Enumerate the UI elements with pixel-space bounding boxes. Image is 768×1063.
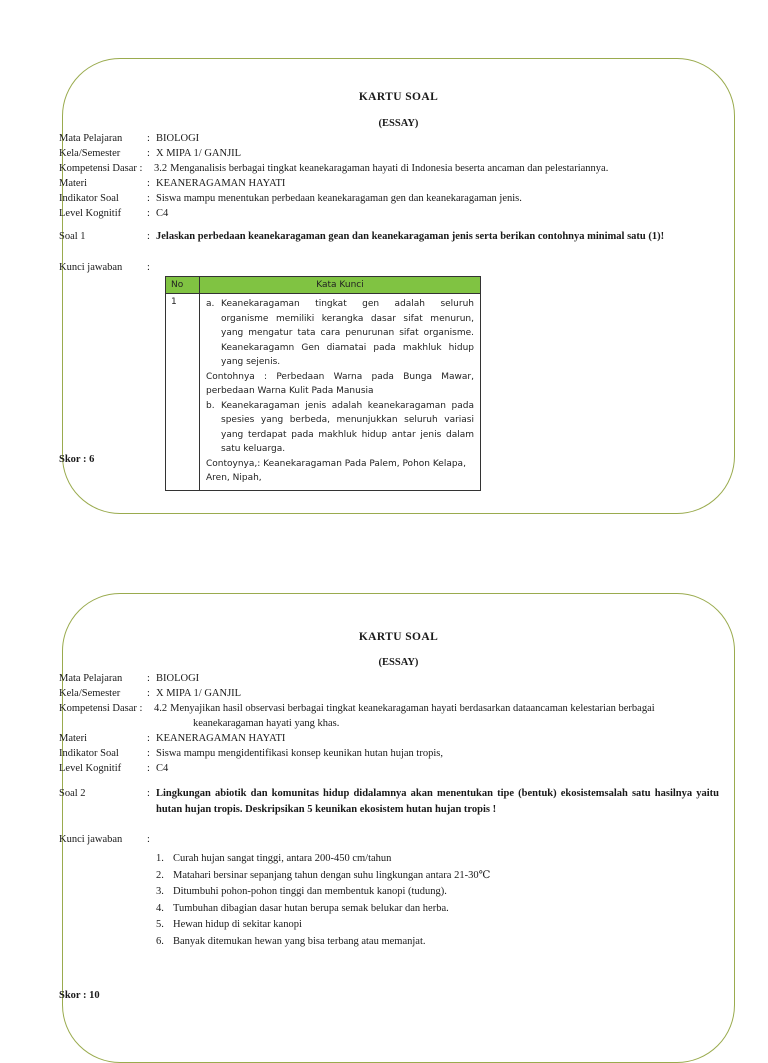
- list-item-text: Matahari bersinar sepanjang tahun dengan suhu lingkungan antara 21-30℃: [173, 869, 491, 881]
- meta-label: Mata Pelajaran: [59, 133, 123, 144]
- meta-label: Indikator Soal: [59, 748, 119, 759]
- list-item-number: 6.: [156, 935, 164, 947]
- meta-label: Materi: [59, 178, 87, 189]
- card1-title: KARTU SOAL: [358, 91, 439, 103]
- meta-value: BIOLOGI: [156, 133, 200, 144]
- meta-row-mata-pelajaran: [59, 131, 719, 146]
- meta-value: C4: [156, 208, 169, 219]
- meta-row-indikator-soal: [59, 191, 719, 206]
- list-item: [156, 884, 490, 901]
- kompetensi-dasar-label: Kompetensi Dasar :: [59, 163, 143, 174]
- meta-label: Materi: [59, 733, 87, 744]
- kartu-soal-card-1: [59, 58, 735, 514]
- kompetensi-dasar-text: Menganalisis berbagai tingkat keanekaragaman hayati di Indonesia beserta ancaman dan pelestariannya.: [170, 163, 609, 174]
- kata-kunci-table: [165, 276, 481, 491]
- table-row: [166, 294, 481, 491]
- meta-value: X MIPA 1/ GANJIL: [156, 688, 242, 699]
- meta-label: Kela/Semester: [59, 688, 121, 699]
- meta-colon: :: [147, 748, 150, 759]
- meta-row-mata-pelajaran: [59, 671, 719, 686]
- kata-kunci-text: Keanekaragaman jenis adalah keanekaragaman pada spesies yang berbeda, menunjukkan seluruh variasi yang terdapat pada makhluk hidup antar jenis dalam satu keluarga.: [221, 400, 474, 454]
- meta-colon: :: [147, 133, 150, 144]
- card1-subtitle: (ESSAY): [378, 118, 419, 129]
- list-item-text: Hewan hidup di sekitar kanopi: [173, 919, 302, 930]
- soal-text: Jelaskan perbedaan keanekaragaman gean dan keanekaragaman jenis serta berikan contohnya minimal satu (1)!: [156, 231, 665, 242]
- kata-kunci-marker: a.: [206, 299, 215, 309]
- soal-text: Lingkungan abiotik dan komunitas hidup didalamnya akan menentukan tipe (bentuk) ekosistemsalah satu hasilnya yaitu hutan hujan tropis. Deskripsikan 5 keunikan ekosistem hutan hujan tropis !: [156, 788, 719, 815]
- meta-row-materi: [59, 176, 719, 191]
- meta-value: BIOLOGI: [156, 673, 200, 684]
- table-header-row: [166, 277, 481, 294]
- meta-value: C4: [156, 763, 169, 774]
- kata-kunci-marker: b.: [206, 400, 215, 411]
- kompetensi-dasar-label: Kompetensi Dasar :: [59, 703, 143, 714]
- meta-colon: :: [147, 193, 150, 204]
- meta-row-kompetensi-dasar: [59, 701, 719, 731]
- meta-label: Indikator Soal: [59, 193, 119, 204]
- list-item-number: 4.: [156, 902, 164, 914]
- meta-row-materi: [59, 731, 719, 746]
- table-cell-kata-kunci: [200, 294, 481, 491]
- meta-colon: :: [147, 673, 150, 684]
- soal-label: Soal 2: [59, 788, 86, 799]
- meta-label: Mata Pelajaran: [59, 673, 123, 684]
- meta-colon: :: [147, 733, 150, 744]
- table-cell-row-number: 1: [166, 294, 200, 491]
- soal-colon: :: [147, 788, 150, 799]
- meta-row-level-kognitif: [59, 761, 719, 776]
- card1-meta-top: [59, 131, 719, 221]
- meta-colon: :: [147, 208, 150, 219]
- card2-skor: Skor : 10: [59, 990, 100, 1001]
- meta-label: Level Kognitif: [59, 208, 122, 219]
- kata-kunci-text: Keanekaragaman tingkat gen adalah seluruh organisme memiliki kerangka dasar sifat menurun, yang mengatur tata cara penurunan sifat organisme. Keanekaragamn Gen diamatai pada makhluk hidup yang sejenis.: [221, 299, 474, 367]
- meta-value: KEANERAGAMAN HAYATI: [156, 733, 286, 744]
- card1-skor: Skor : 6: [59, 454, 95, 465]
- card2-subtitle: (ESSAY): [378, 657, 419, 668]
- list-item: [156, 917, 490, 934]
- kata-kunci-contoh-b: Contoynya,: Keanekaragaman Pada Palem, Pohon Kelapa, Aren, Nipah,: [206, 458, 466, 483]
- meta-row-indikator-soal: [59, 746, 719, 761]
- meta-colon: :: [147, 763, 150, 774]
- list-item-number: 5.: [156, 919, 164, 930]
- kompetensi-dasar-continuation: keanekaragaman hayati yang khas.: [193, 718, 340, 729]
- kompetensi-dasar-value: [154, 701, 719, 716]
- meta-row-kelas-semester: [59, 146, 719, 161]
- list-item-text: Curah hujan sangat tinggi, antara 200-450 cm/tahun: [173, 853, 392, 864]
- list-item-number: 2.: [156, 869, 164, 881]
- soal-colon: :: [147, 231, 150, 242]
- kata-kunci-item-b: [206, 399, 474, 457]
- kompetensi-dasar-text: Menyajikan hasil observasi berbagai tingkat keanekaragaman hayati berdasarkan dataancaman kelestarian berbagai: [170, 703, 655, 714]
- meta-colon: :: [147, 688, 150, 699]
- kata-kunci-contoh-a: Contohnya : Perbedaan Warna pada Bunga Mawar, perbedaan Warna Kulit Pada Manusia: [206, 371, 474, 396]
- kompetensi-dasar-number: 3.2: [154, 163, 168, 174]
- kunci-jawaban-colon: :: [147, 834, 150, 845]
- card1-soal: [59, 229, 719, 245]
- table-header-kata-kunci: Kata Kunci: [200, 277, 481, 294]
- list-item: [156, 851, 490, 868]
- list-item: [156, 901, 490, 918]
- meta-colon: :: [147, 178, 150, 189]
- soal-label: Soal 1: [59, 231, 86, 242]
- list-item-number: 3.: [156, 886, 164, 897]
- meta-value: Siswa mampu mengidentifikasi konsep keunikan hutan hujan tropis,: [156, 748, 443, 759]
- table-header-no: No: [166, 277, 200, 294]
- card2-soal: [59, 786, 719, 818]
- meta-value: Siswa mampu menentukan perbedaan keanekaragaman gen dan keanekaragaman jenis.: [156, 193, 522, 204]
- card2-title: KARTU SOAL: [358, 631, 439, 643]
- kata-kunci-item-a: [206, 297, 474, 370]
- list-item: [156, 934, 490, 951]
- meta-label: Level Kognitif: [59, 763, 122, 774]
- list-item-text: Banyak ditemukan hewan yang bisa terbang atau memanjat.: [173, 935, 426, 947]
- list-item-text: Ditumbuhi pohon-pohon tinggi dan membentuk kanopi (tudung).: [173, 886, 447, 897]
- kompetensi-dasar-number: 4.2: [154, 703, 168, 714]
- kartu-soal-card-2: [59, 593, 735, 1063]
- kunci-jawaban-colon: :: [147, 262, 150, 273]
- kunci-jawaban-label: Kunci jawaban: [59, 834, 123, 845]
- meta-value: X MIPA 1/ GANJIL: [156, 148, 242, 159]
- meta-label: Kela/Semester: [59, 148, 121, 159]
- meta-row-kelas-semester: [59, 686, 719, 701]
- meta-colon: :: [147, 148, 150, 159]
- meta-value: KEANERAGAMAN HAYATI: [156, 178, 286, 189]
- kunci-jawaban-list: [156, 851, 490, 950]
- meta-row-kompetensi-dasar: [59, 161, 719, 176]
- kompetensi-dasar-value: [154, 161, 719, 176]
- list-item-text: Tumbuhan dibagian dasar hutan berupa semak belukar dan herba.: [173, 902, 449, 914]
- kunci-jawaban-label: Kunci jawaban: [59, 262, 123, 273]
- list-item: [156, 868, 490, 885]
- meta-row-level-kognitif: [59, 206, 719, 221]
- card2-meta-top: [59, 671, 719, 776]
- list-item-number: 1.: [156, 853, 164, 864]
